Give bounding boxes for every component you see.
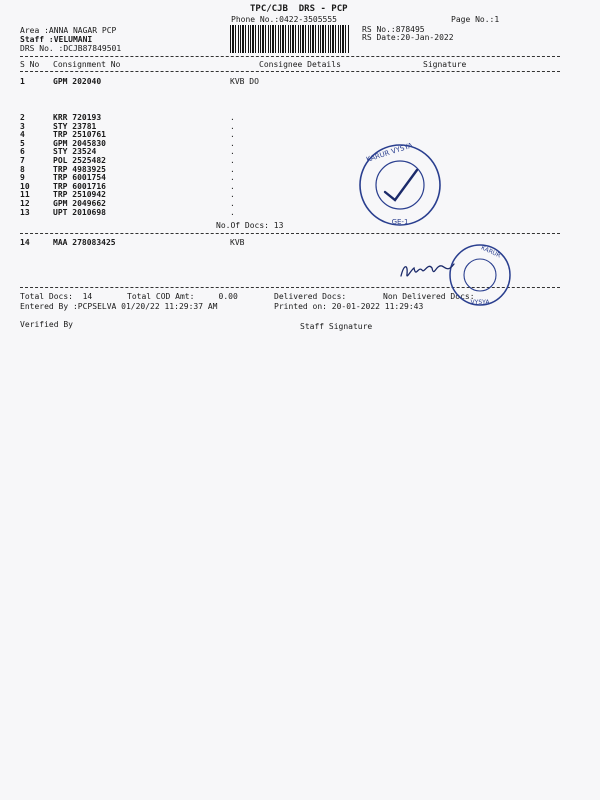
svg-text:VYSYA: VYSYA [470, 299, 490, 306]
staff-label: Staff :VELUMANI [20, 35, 93, 44]
row-consignee: . [230, 199, 235, 208]
row-sno: 3 [20, 122, 25, 131]
entered-by: Entered By :PCPSELVA 01/20/22 11:29:37 AM [20, 302, 218, 311]
row-sno: 14 [20, 238, 30, 247]
row-consignee: KVB DO [230, 77, 259, 86]
row-consignment-no: TRP 4983925 [53, 165, 106, 174]
row-sno: 11 [20, 190, 30, 199]
bank-seal-stamp [355, 140, 445, 230]
total-cod-amount: Total COD Amt: 0.00 [127, 292, 238, 301]
divider [20, 233, 560, 234]
row-consignment-no: TRP 2510942 [53, 190, 106, 199]
row-consignment-no: TRP 6001716 [53, 182, 106, 191]
staff-signature-label: Staff Signature [300, 322, 373, 331]
row-consignee: KVB [230, 238, 245, 247]
rs-number: RS No.:878495 [362, 25, 425, 34]
non-delivered-docs: Non Delivered Docs: [383, 292, 475, 301]
row-consignee: . [230, 139, 235, 148]
col-header-signature: Signature [423, 60, 467, 69]
row-consignment-no: TRP 6001754 [53, 173, 106, 182]
row-consignee: . [230, 208, 235, 217]
col-header-consignment: Consignment No [53, 60, 121, 69]
row-consignment-no: STY 23524 [53, 147, 97, 156]
divider [20, 71, 560, 72]
svg-text:KARUR VYSYA: KARUR VYSYA [365, 141, 414, 164]
row-consignee: . [230, 165, 235, 174]
col-header-sno: S No [20, 60, 40, 69]
row-sno: 13 [20, 208, 30, 217]
drs-number: DRS No. :DCJB87849501 [20, 44, 122, 53]
row-sno: 4 [20, 130, 25, 139]
row-consignment-no: POL 2525482 [53, 156, 106, 165]
row-consignee: . [230, 147, 235, 156]
row-sno: 5 [20, 139, 25, 148]
row-consignee: . [230, 156, 235, 165]
row-consignee: . [230, 190, 235, 199]
delivered-docs: Delivered Docs: [274, 292, 347, 301]
row-consignee: . [230, 122, 235, 131]
row-sno: 1 [20, 77, 25, 86]
row-consignee: . [230, 130, 235, 139]
total-docs: Total Docs: 14 [20, 292, 93, 301]
svg-text:GE-1: GE-1 [391, 218, 409, 226]
divider [20, 56, 560, 57]
svg-text:KARUR: KARUR [479, 244, 502, 260]
row-consignment-no: UPT 2010698 [53, 208, 106, 217]
row-consignment-no: TRP 2510761 [53, 130, 106, 139]
row-consignee: . [230, 113, 235, 122]
col-header-consignee: Consignee Details [259, 60, 341, 69]
document-title: TPC/CJB DRS - PCP [250, 4, 348, 14]
barcode [230, 25, 350, 53]
row-consignment-no: MAA 278083425 [53, 238, 116, 247]
row-sno: 10 [20, 182, 30, 191]
rs-date: RS Date:20-Jan-2022 [362, 33, 454, 42]
row-consignee: . [230, 182, 235, 191]
page-number: Page No.:1 [451, 15, 500, 24]
row-sno: 8 [20, 165, 25, 174]
row-sno: 12 [20, 199, 30, 208]
row-consignment-no: GPM 2049662 [53, 199, 106, 208]
row-consignee: . [230, 173, 235, 182]
row-sno: 6 [20, 147, 25, 156]
area-label: Area :ANNA NAGAR PCP [20, 26, 117, 35]
row-sno: 9 [20, 173, 25, 182]
row-consignment-no: GPM 2045830 [53, 139, 106, 148]
printed-on: Printed on: 20-01-2022 11:29:43 [274, 302, 424, 311]
row-consignment-no: KRR 720193 [53, 113, 102, 122]
row-consignment-no: STY 23781 [53, 122, 97, 131]
phone-number: Phone No.:0422-3505555 [231, 15, 337, 24]
handwritten-signature [398, 256, 458, 286]
row-consignment-no: GPM 202040 [53, 77, 102, 86]
row-sno: 7 [20, 156, 25, 165]
row-sno: 2 [20, 113, 25, 122]
verified-by: Verified By [20, 320, 73, 329]
group-doc-count: No.Of Docs: 13 [216, 221, 284, 230]
